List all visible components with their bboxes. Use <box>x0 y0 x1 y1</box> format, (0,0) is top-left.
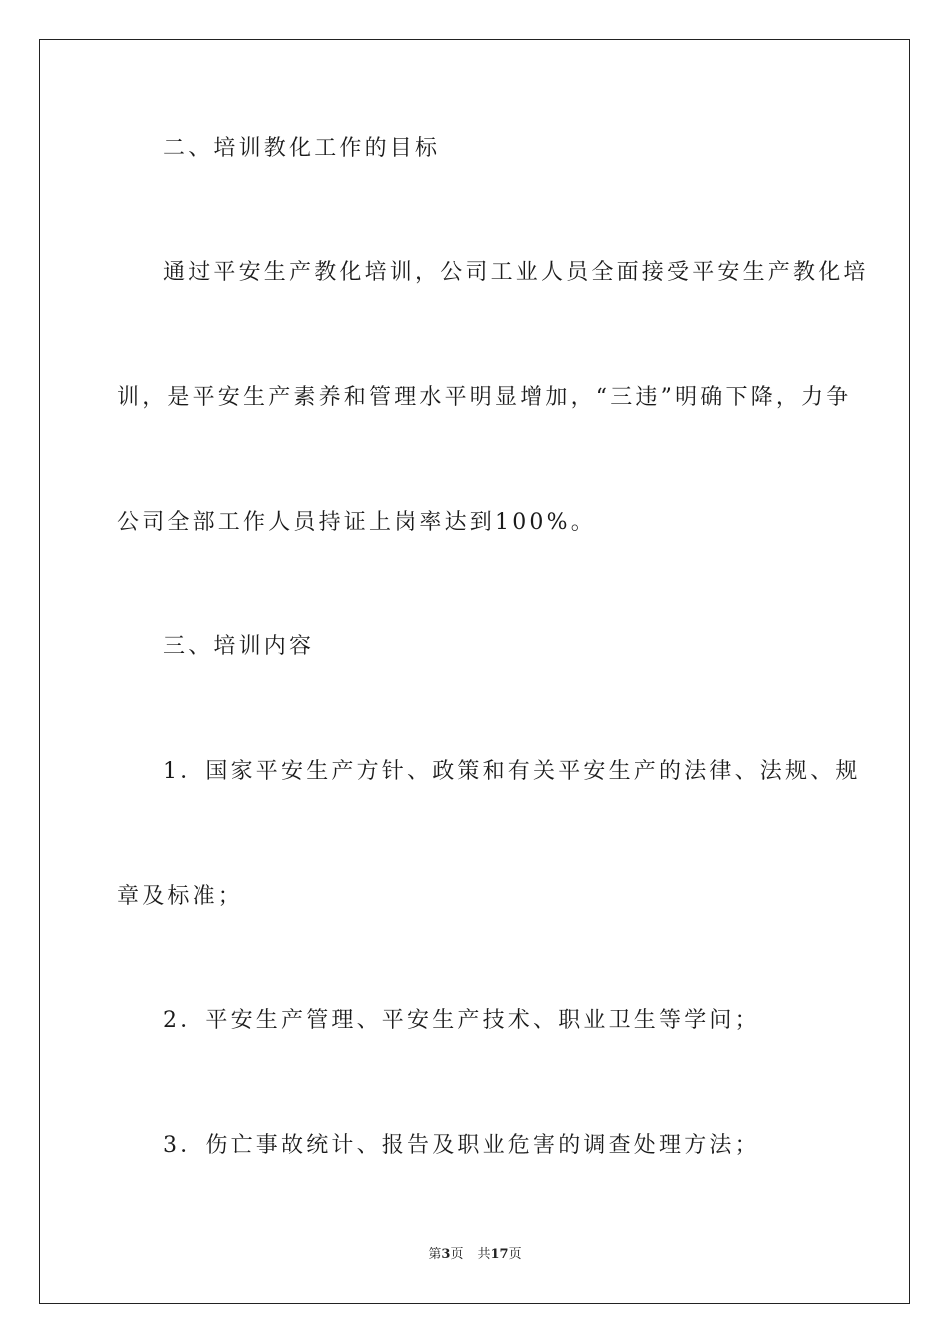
page-footer <box>0 1246 950 1264</box>
section-heading-content: 三、培训内容 <box>163 634 315 659</box>
footer-current-page: 3 <box>441 1247 451 1262</box>
section-heading-goals: 二、培训教化工作的目标 <box>163 136 441 161</box>
list-item-1-line-1: 1．国家平安生产方针、政策和有关平安生产的法律、法规、规 <box>163 759 861 784</box>
list-item-3: 3．伤亡事故统计、报告及职业危害的调查处理方法； <box>163 1133 760 1158</box>
list-item-2: 2．平安生产管理、平安生产技术、职业卫生等学问； <box>163 1008 760 1033</box>
paragraph-goals-line-1: 通过平安生产教化培训，公司工业人员全面接受平安生产教化培 <box>163 260 869 285</box>
page-border <box>39 39 910 1304</box>
paragraph-goals-line-2: 训，是平安生产素养和管理水平明显增加，“三违”明确下降，力争 <box>117 385 852 410</box>
footer-total-pages: 17 <box>490 1247 509 1262</box>
footer-prefix: 第 <box>428 1247 442 1262</box>
paragraph-goals-line-3: 公司全部工作人员持证上岗率达到100%。 <box>117 510 596 535</box>
footer-page-unit: 页 <box>450 1247 464 1262</box>
list-item-1-line-2: 章及标准； <box>117 884 244 909</box>
footer-total-unit: 页 <box>508 1247 522 1262</box>
footer-total-prefix: 共 <box>477 1247 491 1262</box>
